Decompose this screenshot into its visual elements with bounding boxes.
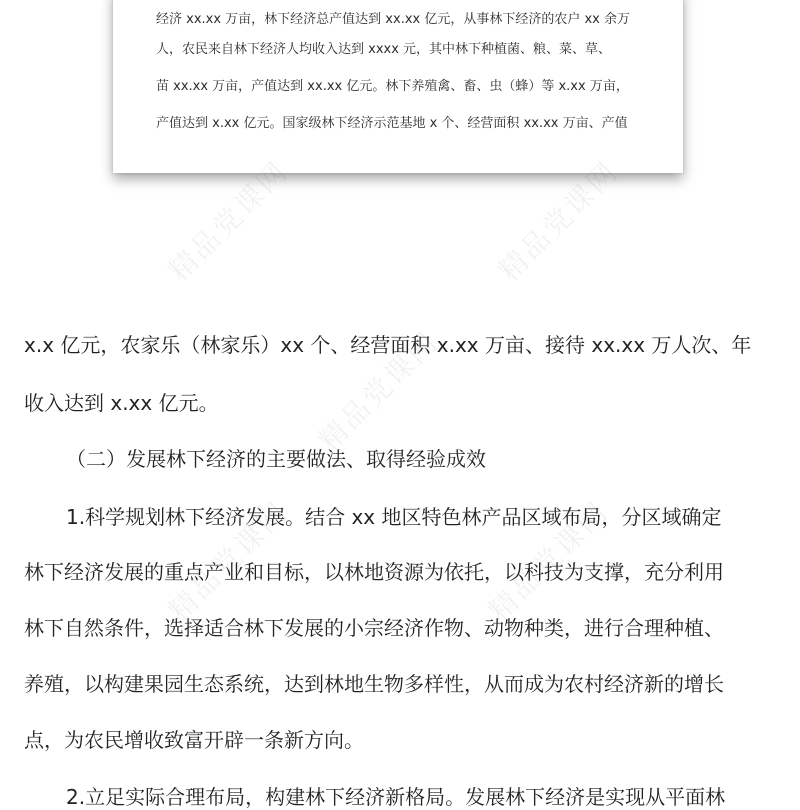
document-preview-card — [113, 0, 683, 173]
watermark-1: 精品党课网 — [162, 154, 296, 288]
body-line-2: 收入达到 x.xx 亿元。 — [24, 391, 219, 415]
body-line-5: 林下经济发展的重点产业和目标，以林地资源为依托，以科技为支撑，充分利用 — [24, 560, 724, 584]
section-heading: （二）发展林下经济的主要做法、取得经验成效 — [66, 447, 486, 471]
body-line-7: 养殖，以构建果园生态系统，达到林地生物多样性，从而成为农村经济新的增长 — [24, 672, 724, 696]
body-line-1: x.x 亿元，农家乐（林家乐）xx 个、经营面积 x.xx 万亩、接待 xx.xx 万人次、年 — [24, 333, 752, 357]
preview-line-2: 人，农民来自林下经济人均收入达到 xxxx 元，其中林下种植菌、粮、菜、草、 — [156, 42, 612, 57]
preview-line-4: 产值达到 x.xx 亿元。国家级林下经济示范基地 x 个、经营面积 xx.xx 万亩、产值 — [156, 116, 628, 131]
body-line-6: 林下自然条件，选择适合林下发展的小宗经济作物、动物种类，进行合理种植、 — [24, 616, 724, 640]
preview-line-1: 经济 xx.xx 万亩，林下经济总产值达到 xx.xx 亿元，从事林下经济的农户 xx 余万 — [156, 12, 630, 27]
body-line-4: 1.科学规划林下经济发展。结合 xx 地区特色林产品区域布局，分区域确定 — [66, 505, 722, 529]
watermark-5: 精品党课网 — [482, 494, 616, 628]
watermark-4: 精品党课网 — [162, 494, 296, 628]
body-line-8: 点，为农民增收致富开辟一条新方向。 — [24, 728, 364, 752]
preview-line-3: 苗 xx.xx 万亩，产值达到 xx.xx 亿元。林下养殖禽、畜、虫（蜂）等 x.xx 万亩， — [156, 79, 629, 94]
body-line-9: 2.立足实际合理布局，构建林下经济新格局。发展林下经济是实现从平面林 — [66, 785, 726, 809]
watermark-2: 精品党课网 — [492, 154, 626, 288]
watermark-3: 精品党课网 — [312, 324, 446, 458]
